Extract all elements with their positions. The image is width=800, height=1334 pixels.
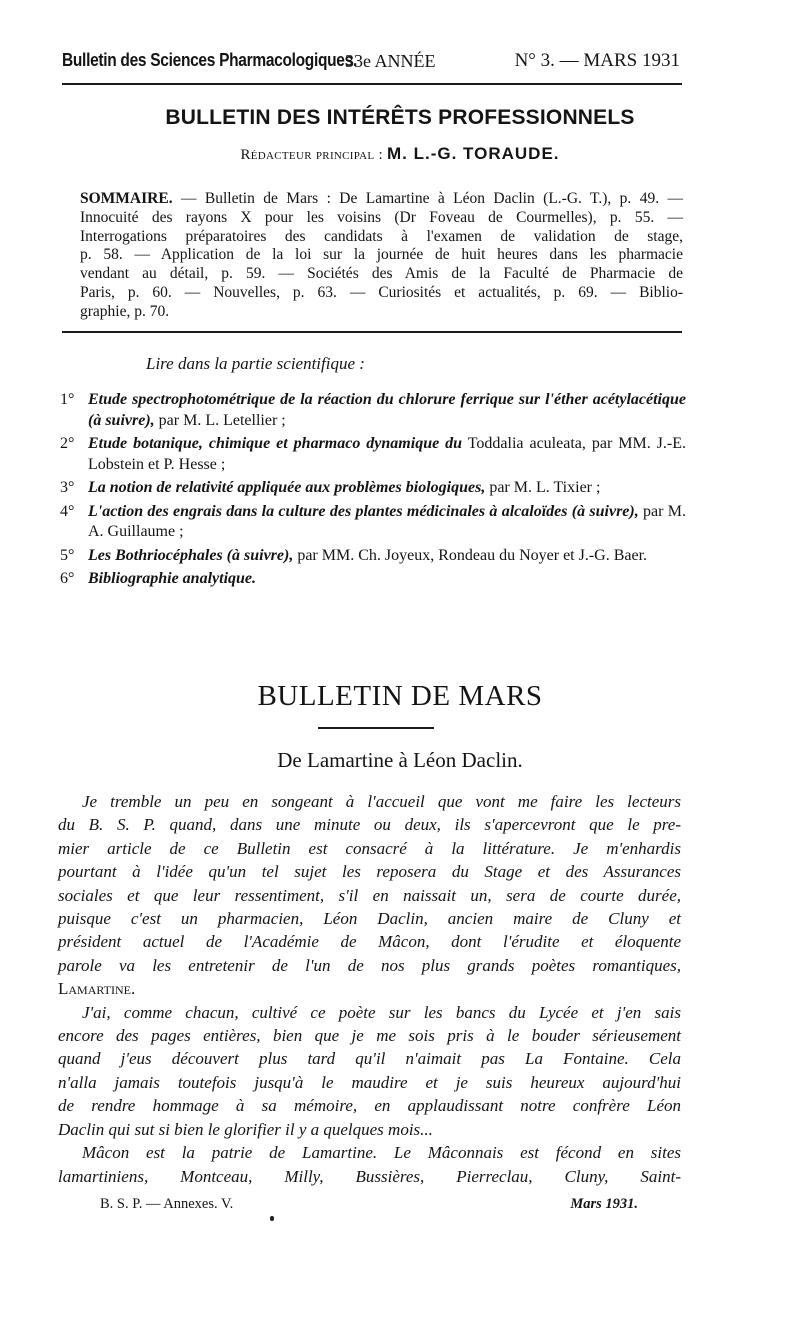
body-line: de rendre hommage à sa mémoire, en applaudissant notre confrère Léon (58, 1096, 681, 1116)
editor-name: M. L.-G. TORAUDE. (387, 144, 560, 163)
body-line: parole va les entretenir de l'un de nos plus grands poètes romantiques, (58, 955, 681, 975)
item-title: Les Bothriocéphales (à suivre), (88, 546, 294, 564)
summary-rule (62, 331, 682, 333)
summary-line: vendant au détail, p. 59. — Sociétés des Amis de la Faculté de Pharmacie de (80, 265, 683, 283)
summary-line: graphie, p. 70. (80, 302, 170, 320)
item-title: La notion de relativité appliquée aux problèmes biologiques, (88, 479, 486, 496)
body-line: puisque c'est un pharmacien, Léon Daclin, ancien maire de Cluny et (58, 909, 681, 929)
body-line: J'ai, comme chacun, cultivé ce poète sur les bancs du Lycée et j'en sais (82, 1002, 681, 1022)
contents-item (60, 546, 686, 567)
body-line: pourtant à l'idée qu'un tel sujet les reposera du Stage et des Assurances (58, 862, 681, 882)
summary-line: Innocuité des rayons X pour les voisins (Dr Foveau de Courmelles), p. 55. — (80, 208, 683, 226)
item-number: 6° (60, 570, 75, 587)
summary-label: SOMMAIRE. (80, 190, 173, 207)
contents-item (60, 502, 686, 543)
contents-item (60, 569, 686, 590)
summary-line: SOMMAIRE. — Bulletin de Mars : De Lamartine à Léon Daclin (L.-G. T.), p. 49. — (80, 190, 683, 207)
contents-item (60, 478, 686, 499)
summary-line: Paris, p. 60. — Nouvelles, p. 63. — Curiosités et actualités, p. 69. — Biblio- (80, 283, 683, 301)
editor-line (0, 144, 800, 164)
journal-name: Bulletin des Sciences Pharmacologiques. (62, 50, 357, 71)
body-line: Je tremble un peu en songeant à l'accueil que vont me faire les lecteurs (82, 792, 681, 811)
body-line: Daclin qui sut si bien le glorifier il y a quelques mois... (58, 1119, 433, 1139)
item-title: Etude botanique, chimique et pharmaco dynamique du (88, 435, 463, 452)
item-number: 3° (60, 479, 75, 496)
bulletin-title: BULLETIN DE MARS (257, 680, 543, 712)
footer-left: B. S. P. — Annexes. V. (100, 1196, 234, 1212)
item-title: Bibliographie analytique. (88, 570, 257, 587)
header-rule (62, 83, 682, 85)
print-mark (270, 1216, 274, 1221)
contents-item (60, 434, 686, 475)
summary-line: p. 58. — Application de la loi sur la journée de huit heures dans les pharmacie (80, 246, 683, 264)
body-line: Mâcon est la patrie de Lamartine. Le Mâconnais est fécond en sites (82, 1143, 681, 1163)
item-title: Etude spectrophotométrique de la réaction du chlorure ferrique sur l'éther acétylacétique (à suivre), (88, 391, 686, 429)
issue-label: N° 3. — MARS 1931 (514, 50, 680, 71)
item-authors: par M. L. Letellier ; (154, 411, 286, 429)
scientific-contents (60, 390, 686, 593)
body-line: sociales et que leur ressentiment, s'il en naissait un, sera de courte durée, (58, 885, 681, 905)
item-authors: par M. L. Tixier ; (485, 479, 601, 496)
editor-label: Rédacteur principal : (240, 147, 383, 163)
item-title: L'action des engrais dans la culture des plantes médicinales à alcaloïdes (à suivre), (88, 502, 639, 520)
body-line: mier article de ce Bulletin est consacré à la littérature. Je m'enhardis (58, 838, 681, 858)
article-title: De Lamartine à Léon Daclin. (277, 748, 523, 772)
item-number: 4° (60, 502, 75, 520)
body-line: n'alla jamais toutefois jusqu'à le maudire et je suis heureux aujourd'hui (58, 1072, 681, 1092)
item-number: 1° (60, 391, 75, 408)
scientific-part-label: Lire dans la partie scientifique : (146, 354, 365, 373)
footer-right: Mars 1931. (570, 1196, 638, 1212)
article-body (58, 790, 681, 1188)
item-authors: par M. A. Guillaume ; (88, 502, 686, 540)
year-label: 33e ANNÉE (345, 51, 436, 71)
item-authors: par MM. Ch. Joyeux, Rondeau du Noyer et J.-G. Baer. (293, 546, 648, 564)
body-line: du B. S. P. quand, dans une minute ou deux, ils s'apercevront que le pre- (58, 815, 681, 835)
body-line: encore des pages entières, bien que je me sois pris à le bouder sérieusement (58, 1026, 681, 1046)
item-number: 2° (60, 435, 75, 452)
section-title: BULLETIN DES INTÉRÊTS PROFESSIONNELS (165, 106, 635, 129)
body-line: quand j'eus découvert plus tard qu'il n'aimait pas La Fontaine. Cela (58, 1049, 681, 1069)
running-header (62, 46, 680, 76)
body-line: Lamartine. (58, 979, 136, 999)
contents-item (60, 390, 686, 431)
body-line: président actuel de l'Académie de Mâcon, dont l'érudite et éloquente (58, 932, 681, 952)
summary (80, 190, 683, 322)
title-rule (318, 727, 434, 729)
body-line: lamartiniens, Montceau, Milly, Bussières, Pierreclau, Cluny, Saint- (58, 1166, 681, 1186)
item-number: 5° (60, 546, 75, 564)
item-authors: Toddalia aculeata, par MM. J.-E. Lobstein et P. Hesse ; (88, 435, 686, 473)
summary-line: Interrogations préparatoires des candidats à l'examen de validation de stage, (80, 227, 683, 245)
